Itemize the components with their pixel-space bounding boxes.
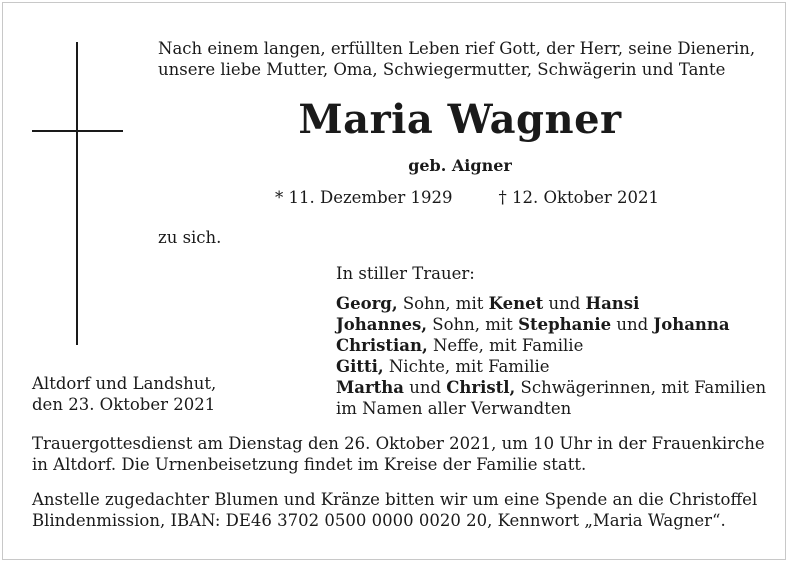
intro-line-1: Nach einem langen, erfüllten Leben rief Gott, der Herr, seine Dienerin, — [158, 39, 756, 58]
mourner-name: Stephanie — [518, 315, 612, 334]
mourner-name: Christl, — [446, 378, 516, 397]
birth-date: * 11. Dezember 1929 — [275, 188, 453, 207]
mourner-line — [336, 398, 766, 419]
mourner-text: und — [543, 294, 586, 313]
mourners-list — [336, 293, 766, 419]
mourner-name: Hansi — [585, 294, 640, 313]
date-line: den 23. Oktober 2021 — [32, 395, 216, 414]
service-line-1: Trauergottesdienst am Dienstag den 26. Oktober 2021, um 10 Uhr in der Frauenkirche — [32, 434, 765, 453]
life-dates — [275, 187, 659, 208]
mourner-name: Christian, — [336, 336, 428, 355]
intro-line-2: unsere liebe Mutter, Oma, Schwiegermutter, Schwägerin und Tante — [158, 60, 726, 79]
mourner-text: Sohn, mit — [427, 315, 519, 334]
mourner-name: Martha — [336, 378, 404, 397]
service-info — [32, 433, 765, 475]
deceased-name: Maria Wagner — [298, 96, 622, 143]
mourner-text: Schwägerinnen, mit Familien — [515, 378, 767, 397]
mourner-line — [336, 335, 766, 356]
mourner-name: Kenet — [488, 294, 544, 313]
mourner-line — [336, 377, 766, 398]
mourner-name: Gitti, — [336, 357, 384, 376]
place-line: Altdorf und Landshut, — [32, 374, 217, 393]
donation-line-2: Blindenmission, IBAN: DE46 3702 0500 0000 0020 20, Kennwort „Maria Wagner“. — [32, 511, 726, 530]
donation-line-1: Anstelle zugedachter Blumen und Kränze bitten wir um eine Spende an die Christoffel — [32, 490, 758, 509]
mourner-text: im Namen aller Verwandten — [336, 399, 572, 418]
closing-text: zu sich. — [158, 228, 222, 247]
mourner-line — [336, 356, 766, 377]
mourner-name: Georg, — [336, 294, 398, 313]
donation-info — [32, 489, 757, 531]
mourner-text: Sohn, mit — [397, 294, 489, 313]
mourner-name: Johannes, — [336, 315, 428, 334]
mourner-text: und — [611, 315, 654, 334]
mourner-text: und — [403, 378, 447, 397]
service-line-2: in Altdorf. Die Urnenbeisetzung findet im Kreise der Familie statt. — [32, 455, 587, 474]
intro-text — [158, 38, 755, 80]
mourner-line — [336, 314, 766, 335]
mourner-name: Johanna — [653, 315, 730, 334]
birth-name: geb. Aigner — [408, 156, 512, 175]
mourner-text: Neffe, mit Familie — [427, 336, 584, 355]
cross-vertical-bar — [76, 42, 78, 345]
place-date — [32, 373, 216, 415]
mourning-label: In stiller Trauer: — [336, 264, 475, 283]
mourner-text: Nichte, mit Familie — [383, 357, 550, 376]
mourner-line — [336, 293, 766, 314]
death-date: † 12. Oktober 2021 — [498, 188, 660, 207]
